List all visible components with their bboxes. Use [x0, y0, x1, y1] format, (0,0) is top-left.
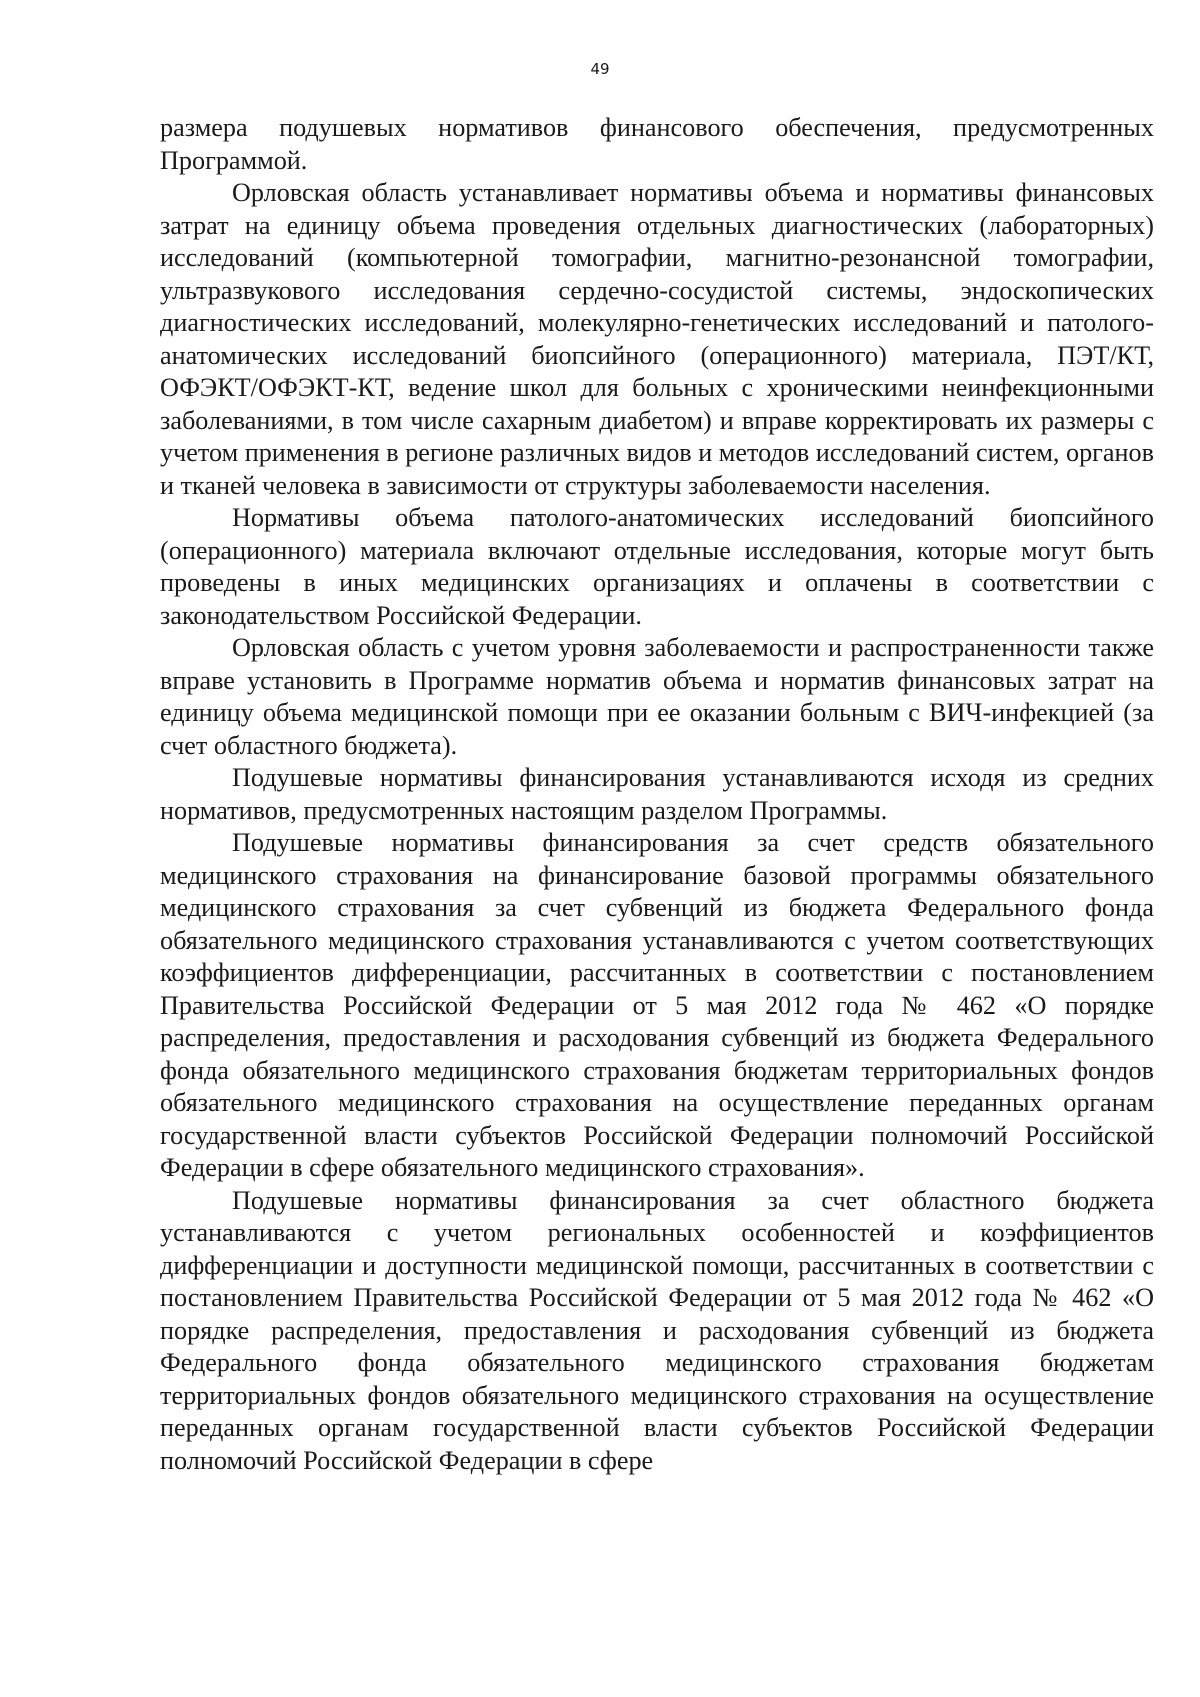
document-body [160, 112, 1154, 1477]
page-number: 49 [590, 60, 610, 78]
paragraph-oms-financing: Подушевые нормативы финансирования за счет средств обязательного медицинского страхования на финансирование базовой программы обязательного медицинского страхования за счет субвенций из бюджета Федерального фонда обязательного медицинского страхования устанавливаются с учетом соответствующих коэффициентов дифференциации, рассчитанных в соответствии с постановлением Правительства Российской Федерации от 5 мая 2012 года № 462 «О порядке распределения, предоставления и расходования субвенций из бюджета Федерального фонда обязательного медицинского страхования бюджетам территориальных фондов обязательного медицинского страхования на осуществление переданных органам государственной власти субъектов Российской Федерации полномочий Российской Федерации в сфере обязательного медицинского страхования». [160, 828, 1154, 1182]
paragraph-hiv-norms: Орловская область с учетом уровня заболеваемости и распространенности также вправе установить в Программе норматив объема и норматив финансовых затрат на единицу объема медицинской помощи при ее оказании больным с ВИЧ-инфекцией (за счет областного бюджета). [160, 633, 1154, 760]
paragraph-diagnostic-norms: Орловская область устанавливает нормативы объема и нормативы финансовых затрат на единицу объема проведения отдельных диагностических (лабораторных) исследований (компьютерной томографии, магнитно-резонансной томографии, ультразвукового исследования сердечно-сосудистой системы, эндоскопических диагностических исследований, молекулярно-генетических исследований и патолого-анатомических исследований биопсийного (операционного) материала, ПЭТ/КТ, ОФЭКТ/ОФЭКТ-КТ, ведение школ для больных с хроническими неинфекционными заболеваниями, в том числе сахарным диабетом) и вправе корректировать их размеры с учетом применения в регионе различных видов и методов исследований систем, органов и тканей человека в зависимости от структуры заболеваемости населения. [160, 178, 1155, 500]
paragraph-per-capita-basis: Подушевые нормативы финансирования устанавливаются исходя из средних нормативов, предусмотренных настоящим разделом Программы. [160, 763, 1154, 825]
paragraph-continuation: размера подушевых нормативов финансового обеспечения, предусмотренных Программой. [160, 113, 1154, 175]
paragraph-regional-budget-financing: Подушевые нормативы финансирования за счет областного бюджета устанавливаются с учетом региональных особенностей и коэффициентов дифференциации и доступности медицинской помощи, рассчитанных в соответствии с постановлением Правительства Российской Федерации от 5 мая 2012 года № 462 «О порядке распределения, предоставления и расходования субвенций из бюджета Федерального фонда обязательного медицинского страхования бюджетам территориальных фондов обязательного медицинского страхования на осуществление переданных органам государственной власти субъектов Российской Федерации полномочий Российской Федерации в сфере [160, 1185, 1154, 1475]
paragraph-pathology-norms: Нормативы объема патолого-анатомических исследований биопсийного (операционного) материала включают отдельные исследования, которые могут быть проведены в иных медицинских организациях и оплачены в соответствии с законодательством Российской Федерации. [160, 503, 1154, 630]
